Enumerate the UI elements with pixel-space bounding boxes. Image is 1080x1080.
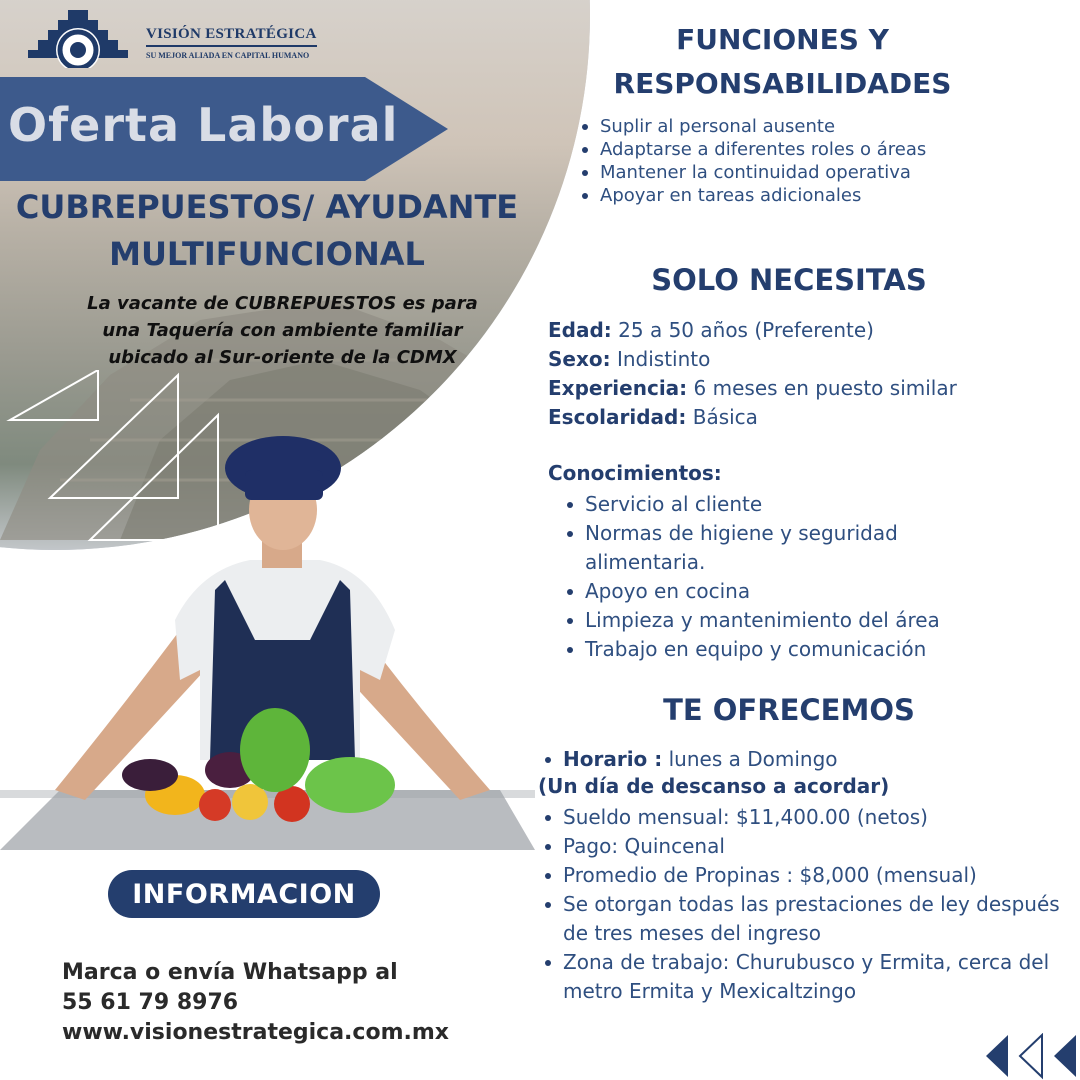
contact-block [62,958,449,1048]
descanso-note: (Un día de descanso a acordar) [538,774,890,798]
req-experiencia-label: Experiencia: [548,376,688,400]
list-item: Pago: Quincenal [541,832,1061,861]
funciones-heading-line2: RESPONSABILIDADES [613,67,952,100]
job-title [0,184,534,278]
list-item: Limpieza y mantenimiento del área [563,606,983,635]
req-escolaridad [548,403,957,432]
job-desc-line2: una Taquería con ambiente familiar [102,320,463,341]
horario-label: Horario : [563,747,663,771]
funciones-heading-line1: FUNCIONES Y [676,23,889,56]
contact-website[interactable]: www.visionestrategica.com.mx [62,1020,449,1045]
list-item: Trabajo en equipo y comunicación [563,635,983,664]
solo-necesitas-heading: SOLO NECESITAS [651,263,927,297]
req-sexo-label: Sexo: [548,347,611,371]
nav-arrows-icon[interactable] [984,1033,1080,1080]
job-desc-line3: ubicado al Sur-oriente de la CDMX [108,347,457,368]
req-experiencia [548,374,957,403]
list-item: Normas de higiene y seguridad alimentaria. [563,519,983,577]
te-ofrecemos-heading: TE OFRECEMOS [663,693,915,727]
req-sexo-value: Indistinto [610,347,711,371]
req-edad [548,316,957,345]
list-item: Servicio al cliente [563,490,983,519]
job-title-line2: MULTIFUNCIONAL [109,235,425,273]
req-sexo [548,345,957,374]
list-item-horario [541,745,1061,774]
horario-value: lunes a Domingo [662,747,838,771]
list-item: Suplir al personal ausente [578,115,926,138]
req-experiencia-value: 6 meses en puesto similar [687,376,957,400]
list-item: Se otorgan todas las prestaciones de ley después de tres meses del ingreso [541,890,1061,948]
info-button[interactable]: INFORMACION [108,870,380,918]
brand-tagline: SU MEJOR ALIADA EN CAPITAL HUMANO [146,51,310,60]
requirements [548,316,957,432]
req-escolaridad-label: Escolaridad: [548,405,687,429]
job-title-line1: CUBREPUESTOS/ AYUDANTE [15,188,519,226]
list-item: Apoyar en tareas adicionales [578,184,926,207]
req-edad-value: 25 a 50 años (Preferente) [611,318,874,342]
req-edad-label: Edad: [548,318,612,342]
req-escolaridad-value: Básica [686,405,758,429]
brand-logo [22,6,322,68]
brand-name: VISIÓN ESTRATÉGICA [146,26,317,47]
conocimientos-title: Conocimientos: [548,461,722,485]
funciones-heading [600,18,965,106]
contact-phone[interactable]: 55 61 79 8976 [62,990,239,1015]
contact-line: Marca o envía Whatsapp al [62,960,398,985]
list-item: Promedio de Propinas : $8,000 (mensual) [541,861,1061,890]
list-item: Apoyo en cocina [563,577,983,606]
list-item: Sueldo mensual: $11,400.00 (netos) [541,803,1061,832]
list-item: Mantener la continuidad operativa [578,161,926,184]
job-description [30,290,535,371]
chef-photo [0,430,535,850]
list-item: Zona de trabajo: Churubusco y Ermita, cerca del metro Ermita y Mexicaltzingo [541,948,1061,1006]
list-item: Adaptarse a diferentes roles o áreas [578,138,926,161]
banner-title: Oferta Laboral [8,98,399,152]
job-desc-line1: La vacante de CUBREPUESTOS es para [87,293,478,314]
funciones-list [578,115,926,207]
logo-icon [22,6,134,68]
conocimientos-list [563,490,983,664]
